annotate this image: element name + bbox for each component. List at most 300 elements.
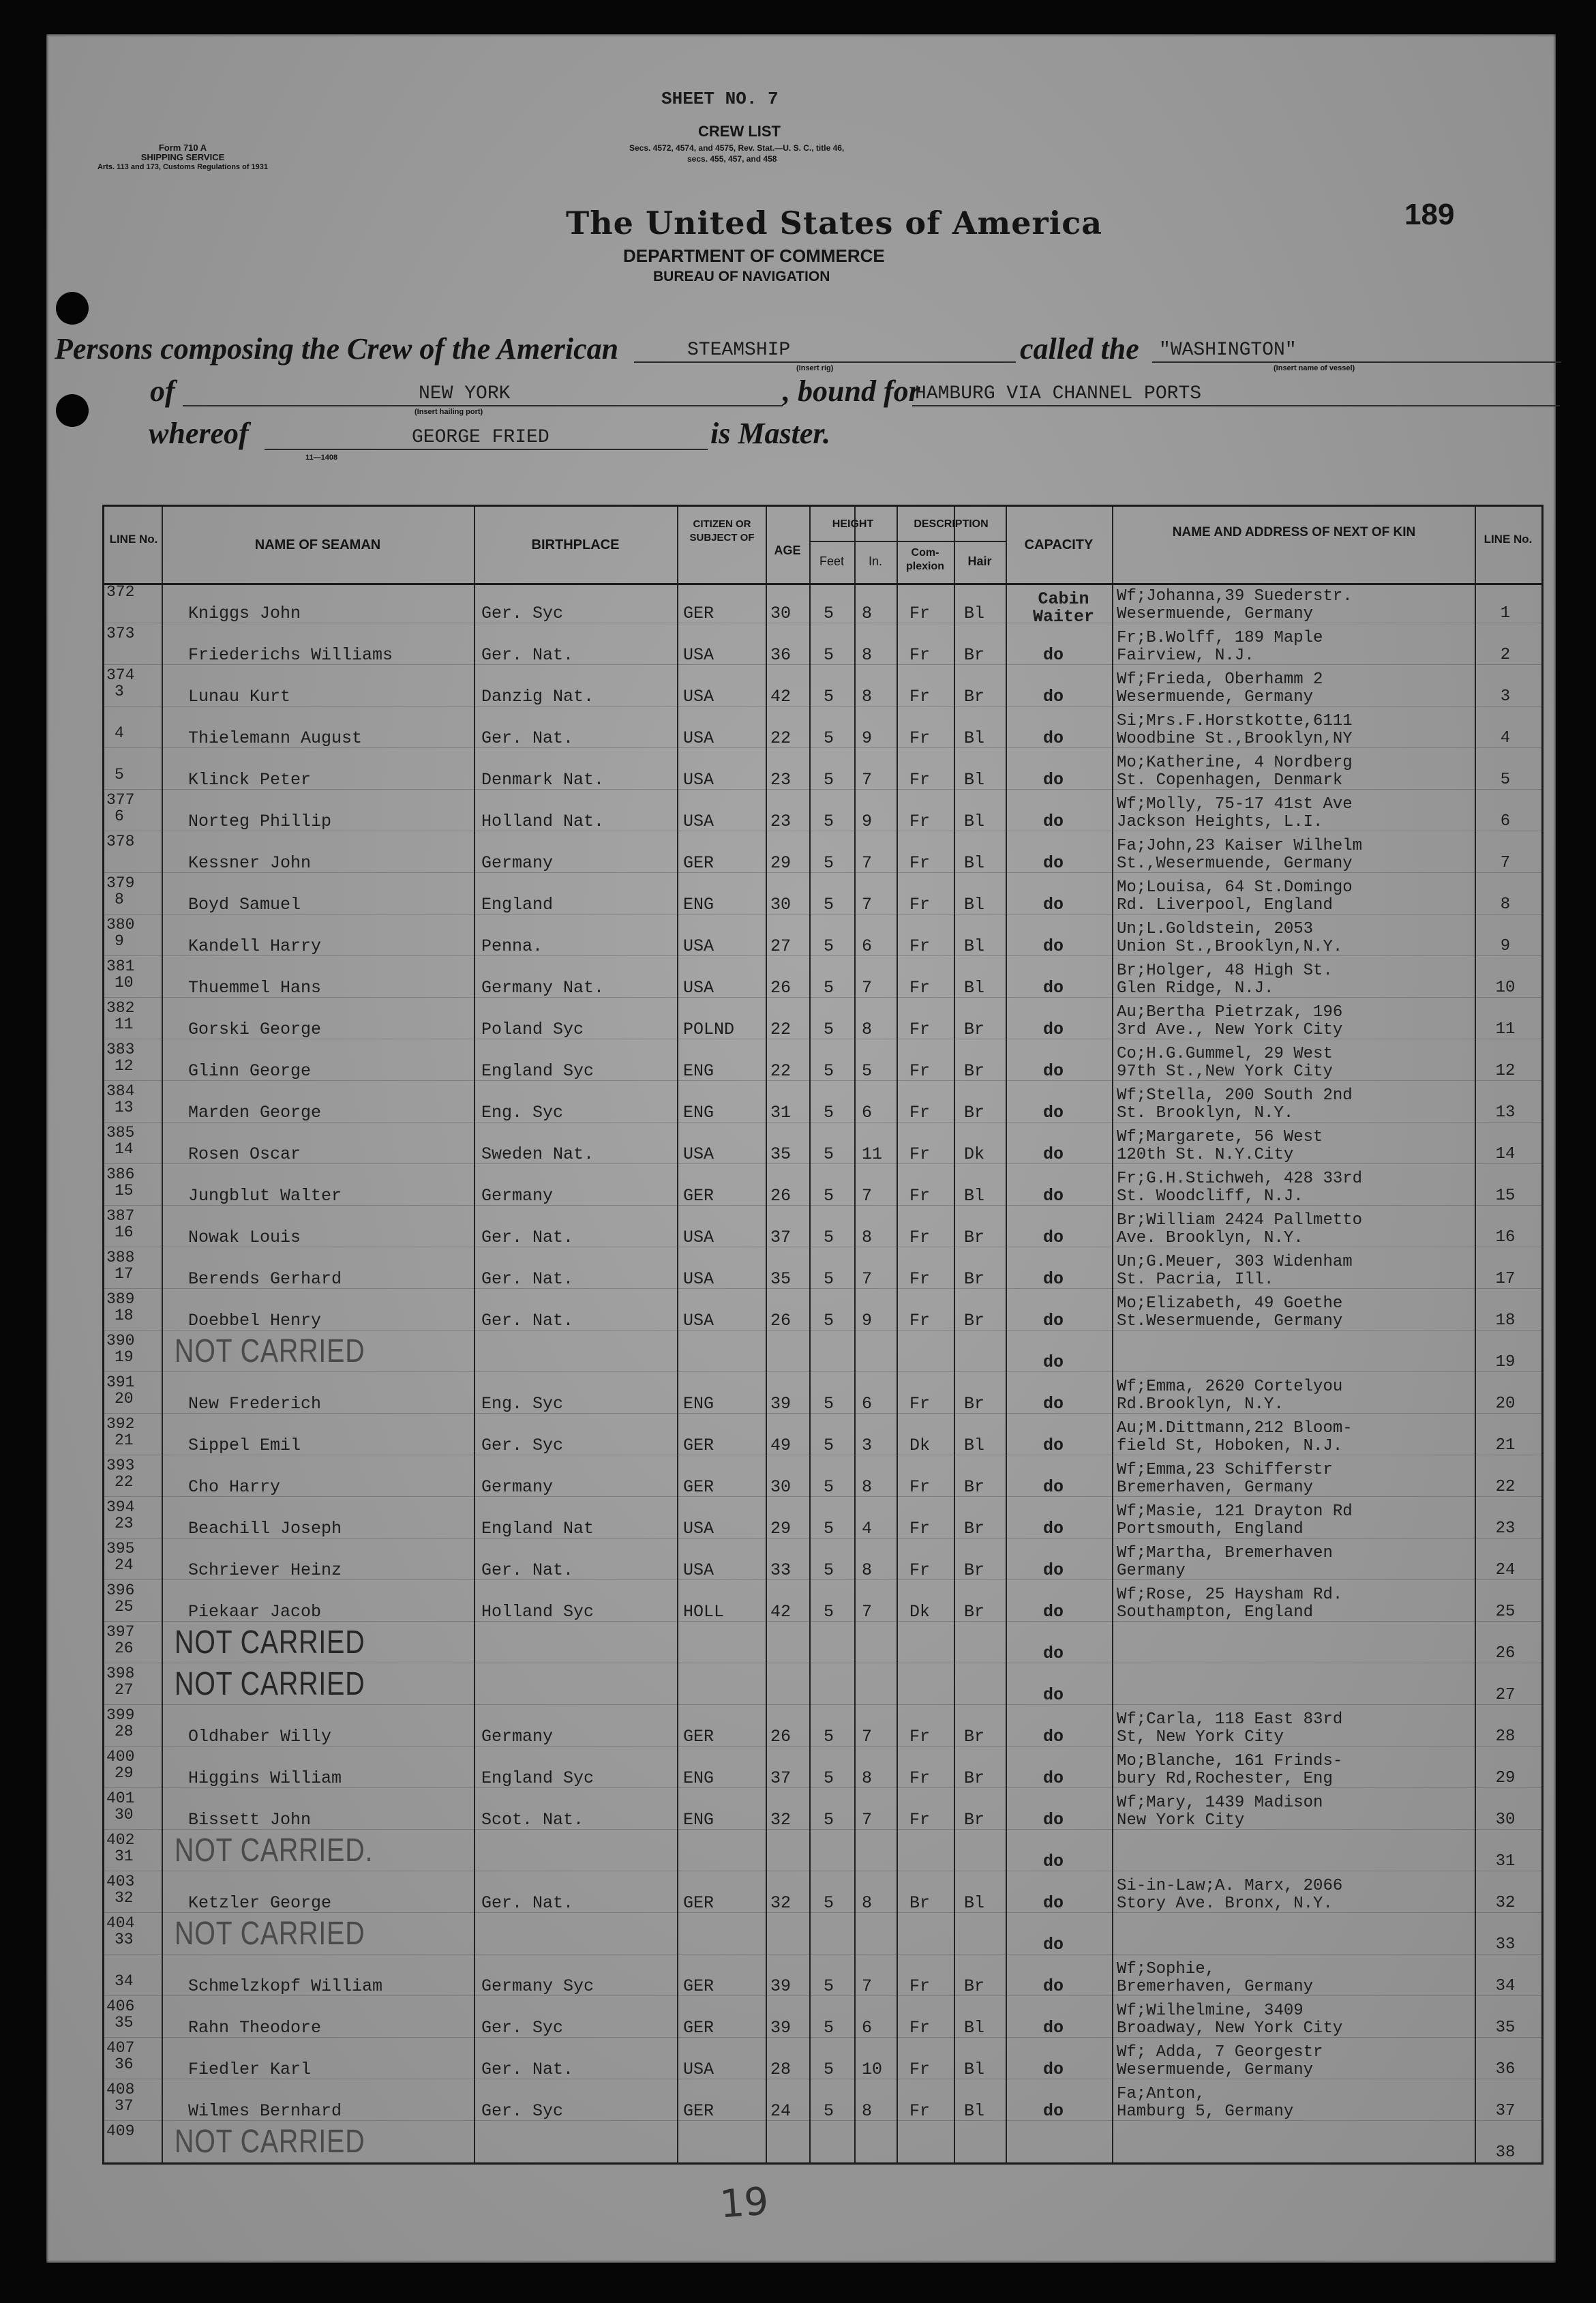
birthplace: Germany (481, 1186, 554, 1206)
birthplace: England Syc (481, 1768, 594, 1788)
height-inches: 4 (862, 1519, 873, 1539)
line-number-right: 22 (1495, 1478, 1516, 1496)
row-rule (102, 1704, 1544, 1705)
complexion: Fr (909, 728, 931, 748)
capacity: do (1043, 1644, 1064, 1663)
birthplace: Ger. Nat. (481, 728, 574, 748)
line-index: 10 (115, 974, 134, 992)
birthplace: Ger. Nat. (481, 1893, 574, 1913)
punch-hole (56, 394, 89, 427)
hair: Br (964, 1560, 985, 1580)
age: 32 (770, 1893, 792, 1913)
height-inches: 7 (862, 1602, 873, 1622)
next-of-kin-line1: Wf;Rose, 25 Haysham Rd. (1117, 1586, 1343, 1604)
seaman-name: Rosen Oscar (188, 1145, 301, 1164)
line-index: 25 (115, 1598, 134, 1616)
next-of-kin-line1: Fa;Anton, (1117, 2085, 1205, 2103)
height-feet: 5 (824, 1186, 834, 1206)
statute-ref: Secs. 4572, 4574, and 4575, Rev. Stat.—U. S. C., title 46, (629, 143, 845, 153)
capacity: do (1043, 812, 1064, 831)
col-complexion: Com- plexion (905, 547, 944, 572)
hair: Br (964, 1020, 985, 1039)
line-index: 12 (115, 1057, 134, 1075)
height-inches: 8 (862, 1020, 873, 1039)
line-number-right: 15 (1495, 1187, 1516, 1205)
citizenship: USA (683, 812, 714, 831)
line-number-right: 31 (1495, 1852, 1516, 1871)
not-carried-stamp: NOT CARRIED (175, 1916, 365, 1952)
capacity: do (1043, 1768, 1064, 1788)
citizenship: ENG (683, 1061, 714, 1081)
height-feet: 5 (824, 687, 834, 707)
complexion: Fr (909, 1269, 931, 1289)
height-inches: 3 (862, 1436, 873, 1455)
next-of-kin-line1: Mo;Elizabeth, 49 Goethe (1117, 1294, 1343, 1313)
complexion: Fr (909, 2018, 931, 2038)
line-number-right: 32 (1495, 1894, 1516, 1912)
birthplace: England (481, 895, 554, 915)
not-carried-stamp: NOT CARRIED (175, 1333, 365, 1369)
complexion: Fr (909, 812, 931, 831)
complexion: Fr (909, 1394, 931, 1414)
capacity: do (1043, 895, 1064, 915)
row-rule (102, 997, 1544, 998)
col-inches: In. (868, 554, 882, 568)
height-feet: 5 (824, 1519, 834, 1539)
height-feet: 5 (824, 936, 834, 956)
line-index: 6 (115, 807, 124, 825)
line-index: 36 (115, 2055, 134, 2073)
height-inches: 8 (862, 2101, 873, 2121)
line-number-right: 2 (1500, 646, 1511, 664)
height-inches: 8 (862, 645, 873, 665)
hair: Bl (964, 936, 985, 956)
row-rule (102, 789, 1544, 790)
capacity: do (1043, 2018, 1064, 2038)
capacity: do (1043, 1893, 1064, 1913)
line-number-right: 11 (1495, 1020, 1516, 1039)
complexion: Fr (909, 687, 931, 707)
col-capacity: CAPACITY (1024, 537, 1094, 552)
next-of-kin-line2: field St, Hoboken, N.J. (1117, 1437, 1343, 1455)
row-rule (102, 706, 1544, 707)
height-feet: 5 (824, 1810, 834, 1830)
height-inches: 7 (862, 770, 873, 790)
record-number: 408 (106, 2081, 135, 2098)
row-rule (102, 1538, 1544, 1539)
citizenship: GER (683, 1976, 714, 1996)
hair: Br (964, 1602, 985, 1622)
citizenship: USA (683, 770, 714, 790)
age: 39 (770, 1976, 792, 1996)
next-of-kin-line2: Bremerhaven, Germany (1117, 1978, 1314, 1996)
hair: Br (964, 1477, 985, 1497)
age: 26 (770, 1311, 792, 1331)
next-of-kin-line1: Fr;B.Wolff, 189 Maple (1117, 629, 1323, 647)
line-index: 23 (115, 1515, 134, 1532)
complexion: Fr (909, 1186, 931, 1206)
row-rule (102, 1787, 1544, 1788)
age: 30 (770, 1477, 792, 1497)
col-description: DESCRIPTION (914, 518, 989, 530)
seaman-name: Nowak Louis (188, 1228, 301, 1247)
crew-list-sheet (46, 34, 1556, 2263)
pencil-annotation: 19 (718, 2179, 770, 2227)
next-of-kin-line1: Si-in-Law;A. Marx, 2066 (1117, 1877, 1343, 1895)
complexion: Fr (909, 853, 931, 873)
line-number-right: 25 (1495, 1603, 1516, 1621)
birthplace: Sweden Nat. (481, 1144, 594, 1164)
birthplace: Denmark Nat. (481, 770, 605, 790)
age: 37 (770, 1228, 792, 1247)
capacity: Cabin Waiter (1032, 589, 1094, 627)
next-of-kin-line1: Wf;Carla, 118 East 83rd (1117, 1710, 1343, 1729)
height-feet: 5 (824, 1560, 834, 1580)
complexion: Br (909, 1893, 931, 1913)
capacity: do (1043, 770, 1064, 790)
hair: Bl (964, 1893, 985, 1913)
col-next-of-kin: NAME AND ADDRESS OF NEXT OF KIN (1172, 525, 1416, 539)
seaman-name: New Frederich (188, 1395, 322, 1414)
line-number-right: 9 (1500, 937, 1511, 955)
birthplace: Ger. Syc (481, 2018, 564, 2038)
hair: Br (964, 1976, 985, 1996)
complexion: Fr (909, 1477, 931, 1497)
row-rule (102, 1829, 1544, 1830)
form-service: SHIPPING SERVICE (140, 152, 225, 162)
seaman-name: Wilmes Bernhard (188, 2102, 342, 2121)
height-feet: 5 (824, 1020, 834, 1039)
line-index: 22 (115, 1473, 134, 1491)
capacity: do (1043, 1935, 1064, 1955)
seaman-name: Jungblut Walter (188, 1187, 342, 1206)
height-feet: 5 (824, 895, 834, 915)
vessel-hint: (Insert name of vessel) (1274, 364, 1355, 372)
birthplace: Holland Syc (481, 1602, 594, 1622)
record-number: 407 (106, 2039, 135, 2057)
citizenship: GER (683, 1186, 714, 1206)
height-feet: 5 (824, 1061, 834, 1081)
age: 23 (770, 812, 792, 831)
line-number-right: 5 (1500, 771, 1511, 789)
line-number-right: 19 (1495, 1353, 1516, 1371)
line-index: 21 (115, 1431, 134, 1449)
next-of-kin-line1: Mo;Louisa, 64 St.Domingo (1117, 878, 1353, 897)
next-of-kin-line2: Broadway, New York City (1117, 2019, 1343, 2038)
next-of-kin-line1: Wf;Stella, 200 South 2nd (1117, 1086, 1353, 1105)
row-rule (102, 1746, 1544, 1747)
height-inches: 7 (862, 1976, 873, 1996)
height-inches: 11 (862, 1144, 883, 1164)
capacity: do (1043, 1144, 1064, 1164)
height-feet: 5 (824, 1311, 834, 1331)
citizenship: ENG (683, 1768, 714, 1788)
next-of-kin-line1: Wf; Adda, 7 Georgestr (1117, 2043, 1323, 2062)
capacity: do (1043, 1436, 1064, 1455)
citizenship: USA (683, 2060, 714, 2079)
capacity: do (1043, 1103, 1064, 1123)
height-feet: 5 (824, 1436, 834, 1455)
record-number: 397 (106, 1623, 135, 1641)
form-number: Form 710 A (158, 143, 207, 153)
complexion: Fr (909, 645, 931, 665)
height-feet: 5 (824, 1144, 834, 1164)
age: 30 (770, 895, 792, 915)
citizenship: USA (683, 978, 714, 998)
height-inches: 9 (862, 812, 873, 831)
col-line-no: LINE No. (109, 533, 158, 546)
age: 36 (770, 645, 792, 665)
complexion: Fr (909, 1727, 931, 1747)
height-inches: 6 (862, 1394, 873, 1414)
record-number: 382 (106, 999, 135, 1017)
complexion: Fr (909, 1311, 931, 1331)
birthplace: Danzig Nat. (481, 687, 594, 707)
height-feet: 5 (824, 1727, 834, 1747)
col-name: NAME OF SEAMAN (254, 537, 381, 552)
seaman-name: Boyd Samuel (188, 895, 301, 915)
line-number-right: 21 (1495, 1436, 1516, 1455)
seaman-name: Gorski George (188, 1020, 322, 1039)
line-index: 33 (115, 1931, 134, 1948)
next-of-kin-line1: Mo;Blanche, 161 Frinds- (1117, 1752, 1343, 1770)
seaman-name: Schriever Heinz (188, 1561, 342, 1580)
line-number-right: 14 (1495, 1145, 1516, 1163)
complexion: Fr (909, 1144, 931, 1164)
height-inches: 7 (862, 1269, 873, 1289)
age: 29 (770, 853, 792, 873)
citizenship: GER (683, 1477, 714, 1497)
citizenship: POLND (683, 1020, 735, 1039)
birthplace: Ger. Syc (481, 1436, 564, 1455)
col-feet: Feet (819, 554, 845, 568)
next-of-kin-line2: St. Woodcliff, N.J. (1117, 1187, 1304, 1206)
line-index: 30 (115, 1806, 134, 1824)
citizenship: USA (683, 1269, 714, 1289)
hair: Bl (964, 728, 985, 748)
complexion: Fr (909, 2101, 931, 2121)
age: 26 (770, 978, 792, 998)
complexion: Fr (909, 1103, 931, 1123)
not-carried-stamp: NOT CARRIED (175, 1624, 365, 1661)
record-number: 399 (106, 1706, 135, 1724)
next-of-kin-line2: 97th St.,New York City (1117, 1063, 1333, 1081)
line-number-right: 18 (1495, 1311, 1516, 1330)
next-of-kin-line2: Glen Ridge, N.J. (1117, 979, 1274, 998)
complexion: Fr (909, 2060, 931, 2079)
height-inches: 8 (862, 1228, 873, 1247)
hair: Br (964, 1727, 985, 1747)
hair: Bl (964, 770, 985, 790)
line-index: 14 (115, 1140, 134, 1158)
capacity: do (1043, 1020, 1064, 1039)
height-inches: 5 (862, 1061, 873, 1081)
line-number-right: 34 (1495, 1977, 1516, 1995)
height-inches: 8 (862, 604, 873, 623)
of-label: of (150, 374, 175, 408)
next-of-kin-line2: Jackson Heights, L.I. (1117, 813, 1323, 831)
birthplace: Germany (481, 1727, 554, 1747)
next-of-kin-line2: Wesermuende, Germany (1117, 2061, 1314, 2079)
hailing-port: NEW YORK (419, 383, 511, 404)
next-of-kin-line2: Hamburg 5, Germany (1117, 2103, 1294, 2121)
line-number-right: 29 (1495, 1769, 1516, 1787)
destination: HAMBURG VIA CHANNEL PORTS (915, 383, 1202, 404)
capacity: do (1043, 1519, 1064, 1539)
birthplace: Ger. Syc (481, 604, 564, 623)
row-rule (102, 2037, 1544, 2038)
row-rule (102, 1122, 1544, 1123)
next-of-kin-line2: St.Wesermuende, Germany (1117, 1312, 1343, 1331)
hair: Br (964, 1269, 985, 1289)
department: DEPARTMENT OF COMMERCE (623, 246, 885, 266)
height-feet: 5 (824, 1477, 834, 1497)
record-number: 391 (106, 1373, 135, 1391)
seaman-name: Schmelzkopf William (188, 1977, 383, 1996)
row-rule (102, 1288, 1544, 1289)
line-number-right: 30 (1495, 1811, 1516, 1829)
citizenship: ENG (683, 1103, 714, 1123)
height-inches: 7 (862, 978, 873, 998)
next-of-kin-line1: Fa;John,23 Kaiser Wilhelm (1117, 837, 1363, 855)
capacity: do (1043, 687, 1064, 707)
line-number-right: 3 (1500, 687, 1511, 706)
line-number-right: 7 (1500, 854, 1511, 872)
birthplace: England Nat (481, 1519, 594, 1539)
height-feet: 5 (824, 1394, 834, 1414)
complexion: Dk (909, 1436, 931, 1455)
height-inches: 8 (862, 1477, 873, 1497)
next-of-kin-line2: Ave. Brooklyn, N.Y. (1117, 1229, 1304, 1247)
hair: Br (964, 687, 985, 707)
age: 42 (770, 1602, 792, 1622)
birthplace: Germany (481, 853, 554, 873)
line-index: 20 (115, 1390, 134, 1408)
print-code: 11—1408 (305, 454, 338, 462)
line-number-right: 12 (1495, 1062, 1516, 1080)
citizenship: GER (683, 1893, 714, 1913)
seaman-name: Ketzler George (188, 1894, 332, 1913)
capacity: do (1043, 2101, 1064, 2121)
line-index: 15 (115, 1182, 134, 1200)
next-of-kin-line2: Rd. Liverpool, England (1117, 896, 1333, 915)
line-index: 11 (115, 1015, 134, 1033)
record-number: 387 (106, 1207, 135, 1225)
height-feet: 5 (824, 2060, 834, 2079)
row-rule (102, 2162, 1544, 2163)
line-number-right: 38 (1495, 2143, 1516, 2162)
height-inches: 8 (862, 1768, 873, 1788)
record-number: 384 (106, 1082, 135, 1100)
bound-label: , bound for (783, 374, 920, 408)
capacity: do (1043, 1352, 1064, 1372)
record-number: 380 (106, 916, 135, 934)
complexion: Fr (909, 770, 931, 790)
age: 35 (770, 1269, 792, 1289)
master-line (265, 449, 708, 450)
port-hint: (Insert hailing port) (415, 408, 483, 416)
next-of-kin-line2: 3rd Ave., New York City (1117, 1021, 1343, 1039)
capacity: do (1043, 1685, 1064, 1705)
next-of-kin-line2: St. Pacria, Ill. (1117, 1271, 1274, 1289)
capacity: do (1043, 1727, 1064, 1747)
seaman-name: Doebbel Henry (188, 1311, 322, 1331)
record-number: 374 (106, 666, 135, 684)
height-feet: 5 (824, 770, 834, 790)
birthplace: Germany Syc (481, 1976, 594, 1996)
line-index: 37 (115, 2097, 134, 2115)
line-index: 19 (115, 1348, 134, 1366)
height-feet: 5 (824, 812, 834, 831)
height-inches: 7 (862, 853, 873, 873)
next-of-kin-line2: St. Brooklyn, N.Y. (1117, 1104, 1294, 1123)
line-number-right: 4 (1500, 729, 1511, 747)
seaman-name: Beachill Joseph (188, 1519, 342, 1539)
line-number-right: 26 (1495, 1644, 1516, 1663)
capacity: do (1043, 1602, 1064, 1622)
hair: Bl (964, 812, 985, 831)
capacity: do (1043, 1477, 1064, 1497)
complexion: Fr (909, 1560, 931, 1580)
age: 29 (770, 1519, 792, 1539)
row-rule (102, 1579, 1544, 1580)
citizenship: GER (683, 2101, 714, 2121)
citizenship: ENG (683, 895, 714, 915)
age: 42 (770, 687, 792, 707)
capacity: do (1043, 1311, 1064, 1331)
birthplace: Eng. Syc (481, 1103, 564, 1123)
seaman-name: Lunau Kurt (188, 687, 291, 707)
birthplace: Ger. Nat. (481, 1269, 574, 1289)
line-index: 16 (115, 1223, 134, 1241)
age: 31 (770, 1103, 792, 1123)
line-number-right: 36 (1495, 2060, 1516, 2079)
citizenship: GER (683, 853, 714, 873)
seaman-name: Marden George (188, 1103, 322, 1123)
citizenship: GER (683, 1436, 714, 1455)
next-of-kin-line2: Portsmouth, England (1117, 1520, 1304, 1539)
complexion: Fr (909, 1768, 931, 1788)
row-rule (102, 1496, 1544, 1497)
record-number: 400 (106, 1748, 135, 1766)
next-of-kin-line1: Un;G.Meuer, 303 Widenham (1117, 1253, 1353, 1271)
line-index: 3 (115, 683, 124, 700)
line-number-right: 27 (1495, 1686, 1516, 1704)
citizenship: USA (683, 728, 714, 748)
citizenship: USA (683, 687, 714, 707)
capacity: do (1043, 728, 1064, 748)
line-index: 35 (115, 2014, 134, 2032)
age: 30 (770, 604, 792, 623)
rig-line (634, 361, 1016, 363)
next-of-kin-line2: St. Copenhagen, Denmark (1117, 771, 1343, 790)
next-of-kin-line1: Wf;Masie, 121 Drayton Rd (1117, 1502, 1353, 1521)
rig-value: STEAMSHIP (687, 340, 791, 361)
age: 33 (770, 1560, 792, 1580)
complexion: Fr (909, 1061, 931, 1081)
row-rule (102, 1621, 1544, 1622)
hair: Bl (964, 1436, 985, 1455)
line-number-right: 6 (1500, 812, 1511, 831)
birthplace: Ger. Nat. (481, 1311, 574, 1331)
seaman-name: Higgins William (188, 1769, 342, 1788)
height-inches: 7 (862, 1727, 873, 1747)
next-of-kin-line1: Mo;Katherine, 4 Nordberg (1117, 754, 1353, 772)
hair: Bl (964, 2018, 985, 2038)
capacity: do (1043, 1186, 1064, 1206)
line-number-right: 10 (1495, 979, 1516, 997)
birthplace: Ger. Nat. (481, 2060, 574, 2079)
